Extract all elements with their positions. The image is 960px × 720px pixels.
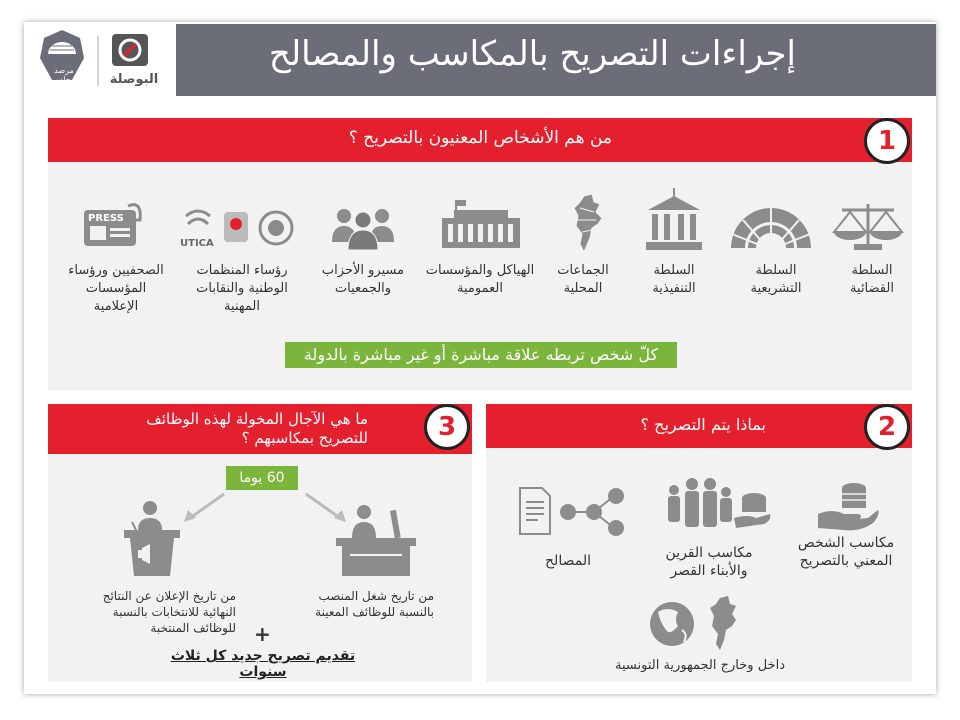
press-label: PRESS [88, 213, 124, 224]
scales-icon [832, 200, 904, 252]
item-label-executive: السلطة التنفيذية [652, 263, 696, 296]
utica-logo [186, 211, 210, 224]
deadline-appointed-label: من تاريخ شغل المنصب بالنسبة للوظائف المعينة [315, 589, 434, 619]
deadline-badge: 60 يوما [226, 466, 298, 490]
section2-number: 2 [864, 404, 910, 450]
section3-question: ما هي الآجال المخولة لهذه الوظائف للتصريح بمكاسبهم ؟ [146, 410, 368, 447]
utica-label: UTICA [180, 238, 214, 249]
item-label-unions: رؤساء المنظمات الوطنية والنقابات المهنية [196, 263, 288, 314]
money-hand-icon [818, 480, 880, 532]
public-institution-icon [440, 200, 522, 250]
deadline-elected-label: من تاريخ الإعلان عن النتائج النهائية للانتخابات بالنسبة للوظائف المنتخبة [102, 589, 236, 635]
logo-right-text: البوصلة [109, 72, 159, 87]
family-money-icon [664, 478, 774, 530]
renewal-text: تقديم تصريح جديد كل ثلاث سنوات [170, 648, 356, 680]
section1-note: كلّ شخص تربطه علاقة مباشرة أو غير مباشرة بالدولة [285, 342, 677, 368]
press-badge-icon [82, 200, 144, 248]
scope-label: داخل وخارج الجمهورية التونسية [615, 658, 785, 673]
declare-interests-label: المصالح [545, 553, 591, 569]
section2-header [486, 404, 912, 448]
office-desk-icon [336, 502, 416, 576]
item-label-parties: مسيرو الأحزاب والجمعيات [321, 263, 405, 296]
section3-header [48, 404, 472, 454]
group-people-icon [332, 206, 394, 250]
utap-logo [224, 212, 248, 242]
declare-self-label: مكاسب الشخص المعني بالتصريح [797, 535, 895, 569]
podium-speaker-icon [120, 500, 184, 576]
section2-question: بماذا يتم التصريح ؟ [640, 415, 766, 434]
page-title: إجراءات التصريح بالمكاسب والمصالح [268, 34, 796, 74]
logo-left-text: مرصد مجلس [52, 66, 76, 84]
item-label-legislative: السلطة التشريعية [750, 263, 802, 296]
section1-question: من هم الأشخاص المعنيون بالتصريح ؟ [348, 128, 612, 148]
declare-family-label: مكاسب القرين والأبناء القصر [665, 545, 753, 579]
item-label-journalists: الصحفيين ورؤساء المؤسسات الإعلامية [68, 263, 164, 314]
item-label-public-institutions: الهياكل والمؤسسات العمومية [425, 263, 535, 296]
globe-tunisia-icon [648, 596, 744, 652]
parliament-icon [728, 204, 814, 250]
logos [40, 28, 172, 92]
item-label-judicial: السلطة القضائية [850, 263, 894, 296]
section3-number: 3 [424, 404, 470, 450]
government-building-icon [646, 188, 702, 250]
section1-header [48, 118, 912, 162]
item-label-local: الجماعات المحلية [557, 263, 609, 296]
title-bar [176, 24, 936, 96]
plus-sign: + [254, 622, 271, 646]
section1-number: 1 [864, 118, 910, 164]
tunisia-map-icon [570, 194, 606, 256]
bawsala-logo [112, 34, 148, 66]
ugtt-logo [260, 212, 292, 244]
document-network-icon [518, 486, 628, 536]
arrows-icon [170, 488, 360, 528]
